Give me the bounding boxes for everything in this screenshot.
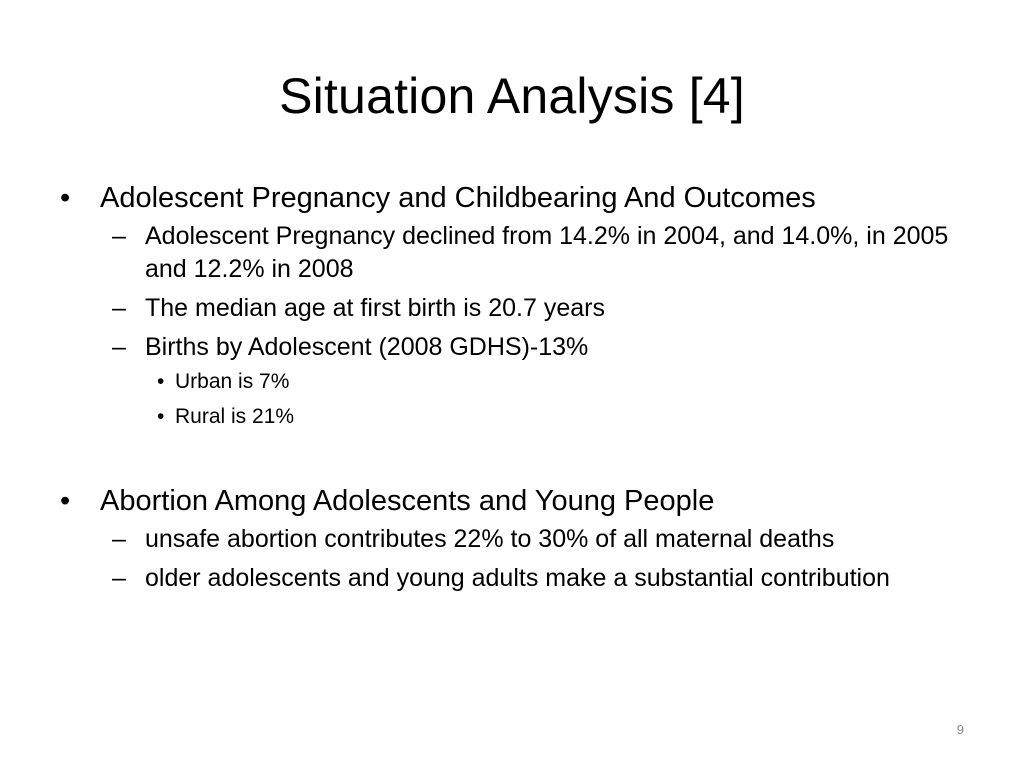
sub-sub-bullet-text: Urban is 7%	[175, 370, 290, 393]
bullet-icon: •	[60, 485, 71, 517]
sub-sub-bullet-item	[145, 403, 980, 430]
slide-title: Situation Analysis [4]	[279, 68, 745, 124]
bullet-list	[60, 178, 980, 595]
dash-icon: –	[112, 333, 126, 361]
sub-sub-bullet-item	[145, 368, 980, 395]
sub-bullet-text: The median age at first birth is 20.7 years	[145, 294, 605, 322]
page-number: 9	[956, 722, 964, 737]
sub-bullet-text: Adolescent Pregnancy declined from 14.2% in 2004, and 14.0%, in 2005 and 12.2% in 2008	[145, 222, 949, 283]
sub-bullet-text: older adolescents and young adults make a substantial contribution	[145, 564, 890, 592]
bullet-item-adolescent-pregnancy	[60, 178, 980, 430]
bullet-icon: •	[60, 182, 71, 214]
sub-bullet-text: unsafe abortion contributes 22% to 30% of all maternal deaths	[145, 525, 835, 553]
sub-bullet-item	[100, 220, 980, 286]
sub-bullet-list	[100, 523, 980, 595]
bullet-item-abortion	[60, 481, 980, 595]
sub-bullet-item	[100, 331, 980, 430]
bullet-icon: •	[157, 370, 165, 393]
slide-content	[60, 178, 980, 601]
dash-icon: –	[112, 564, 126, 592]
bullet-text: Abortion Among Adolescents and Young People	[100, 485, 715, 517]
sub-bullet-list	[100, 220, 980, 430]
sub-bullet-item	[100, 292, 980, 325]
sub-sub-bullet-list	[145, 368, 980, 430]
dash-icon: –	[112, 525, 126, 553]
sub-bullet-item	[100, 562, 980, 595]
bullet-icon: •	[157, 405, 165, 428]
section-spacer	[60, 438, 980, 481]
bullet-text: Adolescent Pregnancy and Childbearing And Outcomes	[100, 182, 816, 214]
sub-bullet-item	[100, 523, 980, 556]
sub-sub-bullet-text: Rural is 21%	[175, 405, 295, 428]
dash-icon: –	[112, 222, 126, 250]
dash-icon: –	[112, 294, 126, 322]
sub-bullet-text: Births by Adolescent (2008 GDHS)-13%	[145, 333, 589, 361]
